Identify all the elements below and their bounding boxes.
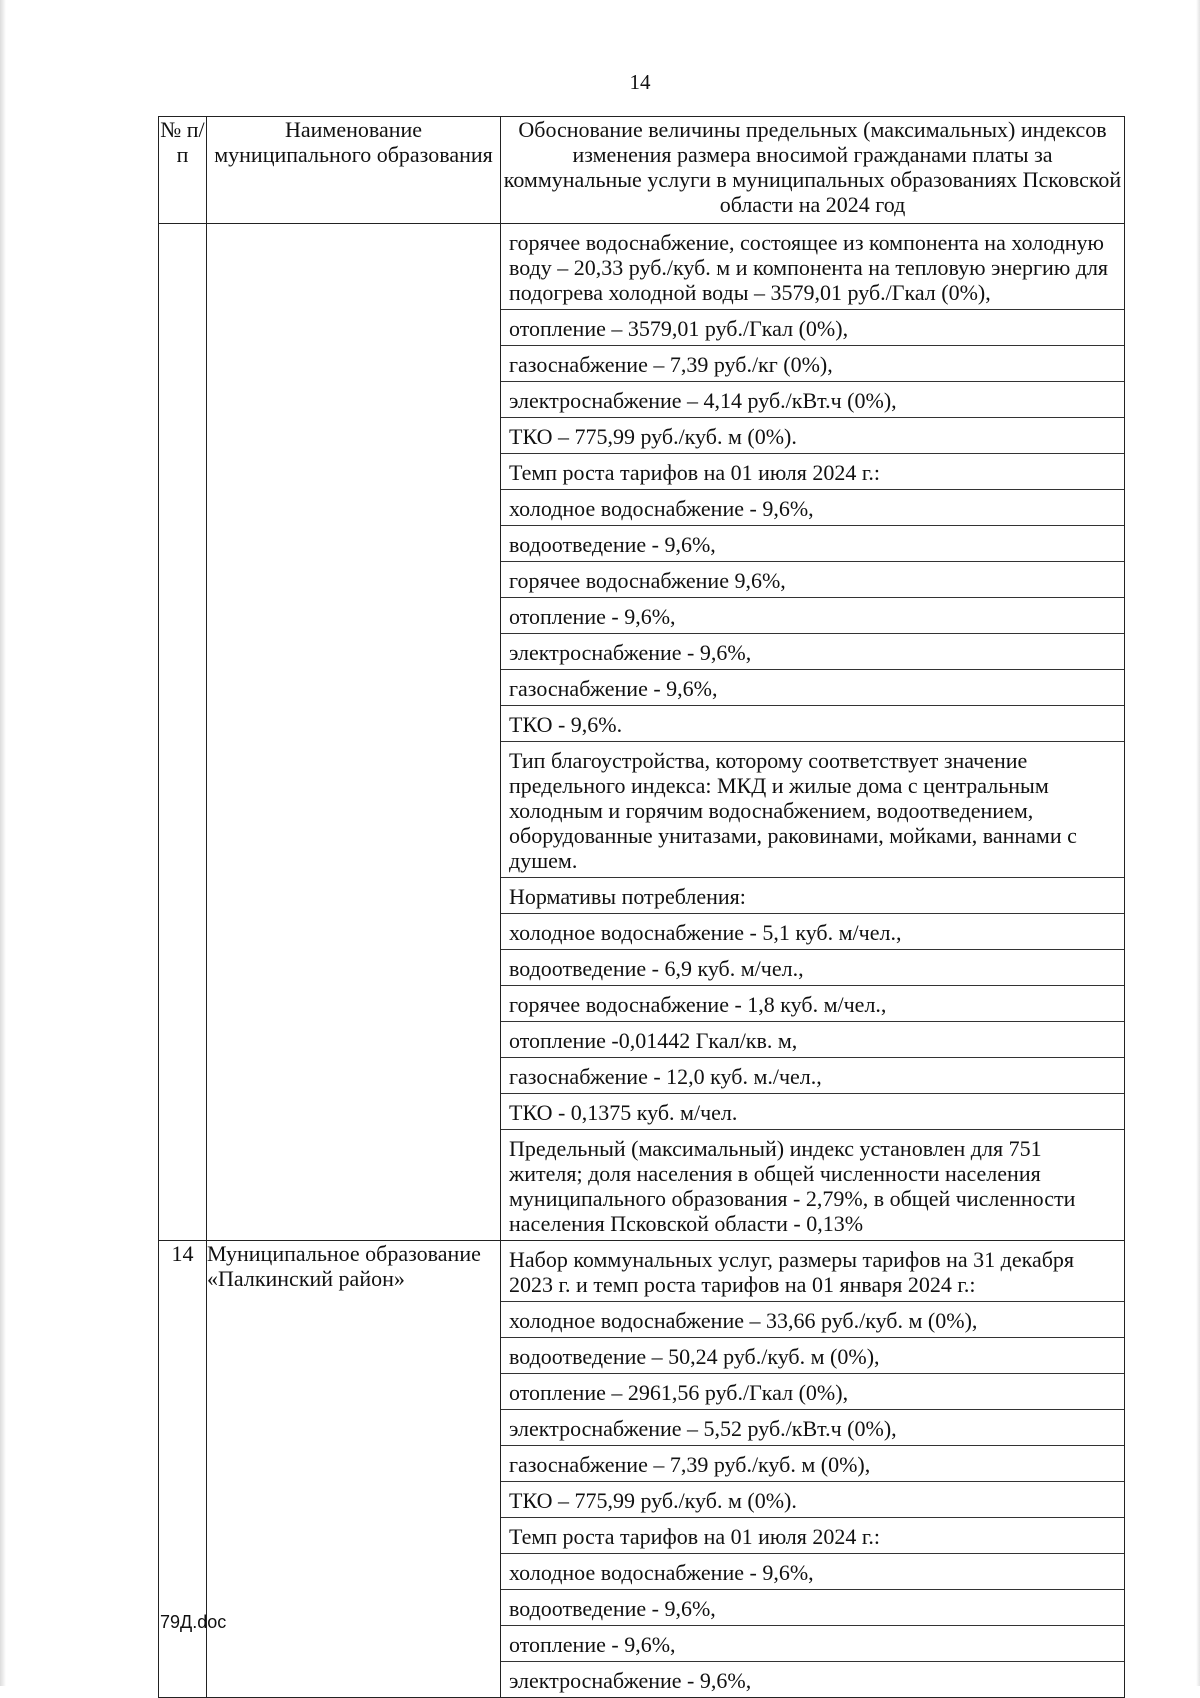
justification-entry: Нормативы потребления: <box>501 878 1124 914</box>
header-justification: Обоснование величины предельных (максимальных) индексов изменения размера вносимой гражданами платы за коммунальные услуги в муниципальных образованиях Псковской области на 2024 год <box>501 117 1125 224</box>
row-name <box>207 224 501 1241</box>
justification-entry: холодное водоснабжение - 9,6%, <box>501 1554 1124 1590</box>
row-num: 14 <box>159 1241 207 1698</box>
justification-entry: горячее водоснабжение 9,6%, <box>501 562 1124 598</box>
justification-entry: Темп роста тарифов на 01 июля 2024 г.: <box>501 1518 1124 1554</box>
justification-entry: ТКО – 775,99 руб./куб. м (0%). <box>501 418 1124 454</box>
row-num <box>159 224 207 1241</box>
justification-entry: отопление -0,01442 Гкал/кв. м, <box>501 1022 1124 1058</box>
row-justification <box>501 1241 1125 1698</box>
justification-entry: горячее водоснабжение - 1,8 куб. м/чел., <box>501 986 1124 1022</box>
justification-entry: ТКО – 775,99 руб./куб. м (0%). <box>501 1482 1124 1518</box>
justification-entry: горячее водоснабжение, состоящее из компонента на холодную воду – 20,33 руб./куб. м и компонента на тепловую энергию для подогрева холодной воды – 3579,01 руб./Гкал (0%), <box>501 224 1124 310</box>
justification-entry: отопление - 9,6%, <box>501 1626 1124 1662</box>
row-justification <box>501 224 1125 1241</box>
footer-filename: 79Д.doc <box>160 1612 227 1632</box>
scan-edge-left <box>0 0 6 1686</box>
justification-entry: Темп роста тарифов на 01 июля 2024 г.: <box>501 454 1124 490</box>
justification-entry: электроснабжение - 9,6%, <box>509 1668 752 1693</box>
justification-entry: Предельный (максимальный) индекс установлен для 751 жителя; доля населения в общей численности населения муниципального образования - 2,79%, в общей численности населения Псковской области - 0,13% <box>509 1136 1076 1236</box>
table-row <box>159 1241 1125 1698</box>
justification-entry: холодное водоснабжение - 5,1 куб. м/чел., <box>501 914 1124 950</box>
justification-entry: отопление – 2961,56 руб./Гкал (0%), <box>501 1374 1124 1410</box>
header-num: № п/п <box>159 117 207 224</box>
justification-entry: газоснабжение - 12,0 куб. м./чел., <box>501 1058 1124 1094</box>
justification-entry: электроснабжение - 9,6%, <box>501 634 1124 670</box>
justification-entry: отопление – 3579,01 руб./Гкал (0%), <box>501 310 1124 346</box>
justification-entry: отопление - 9,6%, <box>501 598 1124 634</box>
header-name: Наименование муниципального образования <box>207 117 501 224</box>
justification-entry: водоотведение - 9,6%, <box>501 526 1124 562</box>
justification-entry: электроснабжение – 4,14 руб./кВт.ч (0%), <box>501 382 1124 418</box>
justification-entry: водоотведение - 9,6%, <box>501 1590 1124 1626</box>
table-row <box>159 224 1125 1241</box>
table-header-row <box>159 117 1125 224</box>
justification-entry: электроснабжение – 5,52 руб./кВт.ч (0%), <box>501 1410 1124 1446</box>
justification-entry: Набор коммунальных услуг, размеры тарифов на 31 декабря 2023 г. и темп роста тарифов на 01 января 2024 г.: <box>501 1241 1124 1302</box>
scan-edge-right <box>1196 0 1200 1686</box>
justification-entry: водоотведение - 6,9 куб. м/чел., <box>501 950 1124 986</box>
justification-entry: ТКО - 0,1375 куб. м/чел. <box>501 1094 1124 1130</box>
justification-entry: Тип благоустройства, которому соответствует значение предельного индекса: МКД и жилые дома с центральным холодным и горячим водоснабжением, водоотведением, оборудованные унитазами, раковинами, мойками, ваннами с душем. <box>501 742 1124 878</box>
justification-entry: холодное водоснабжение – 33,66 руб./куб. м (0%), <box>501 1302 1124 1338</box>
justification-entry: газоснабжение – 7,39 руб./куб. м (0%), <box>501 1446 1124 1482</box>
justification-entry: ТКО - 9,6%. <box>501 706 1124 742</box>
justification-entry: холодное водоснабжение - 9,6%, <box>501 490 1124 526</box>
justification-entry: газоснабжение - 9,6%, <box>501 670 1124 706</box>
justification-entry: газоснабжение – 7,39 руб./кг (0%), <box>501 346 1124 382</box>
tariff-table <box>158 116 1125 1698</box>
row-name: Муниципальное образование «Палкинский район» <box>207 1241 501 1698</box>
justification-entry: водоотведение – 50,24 руб./куб. м (0%), <box>501 1338 1124 1374</box>
page-number: 14 <box>629 70 651 94</box>
